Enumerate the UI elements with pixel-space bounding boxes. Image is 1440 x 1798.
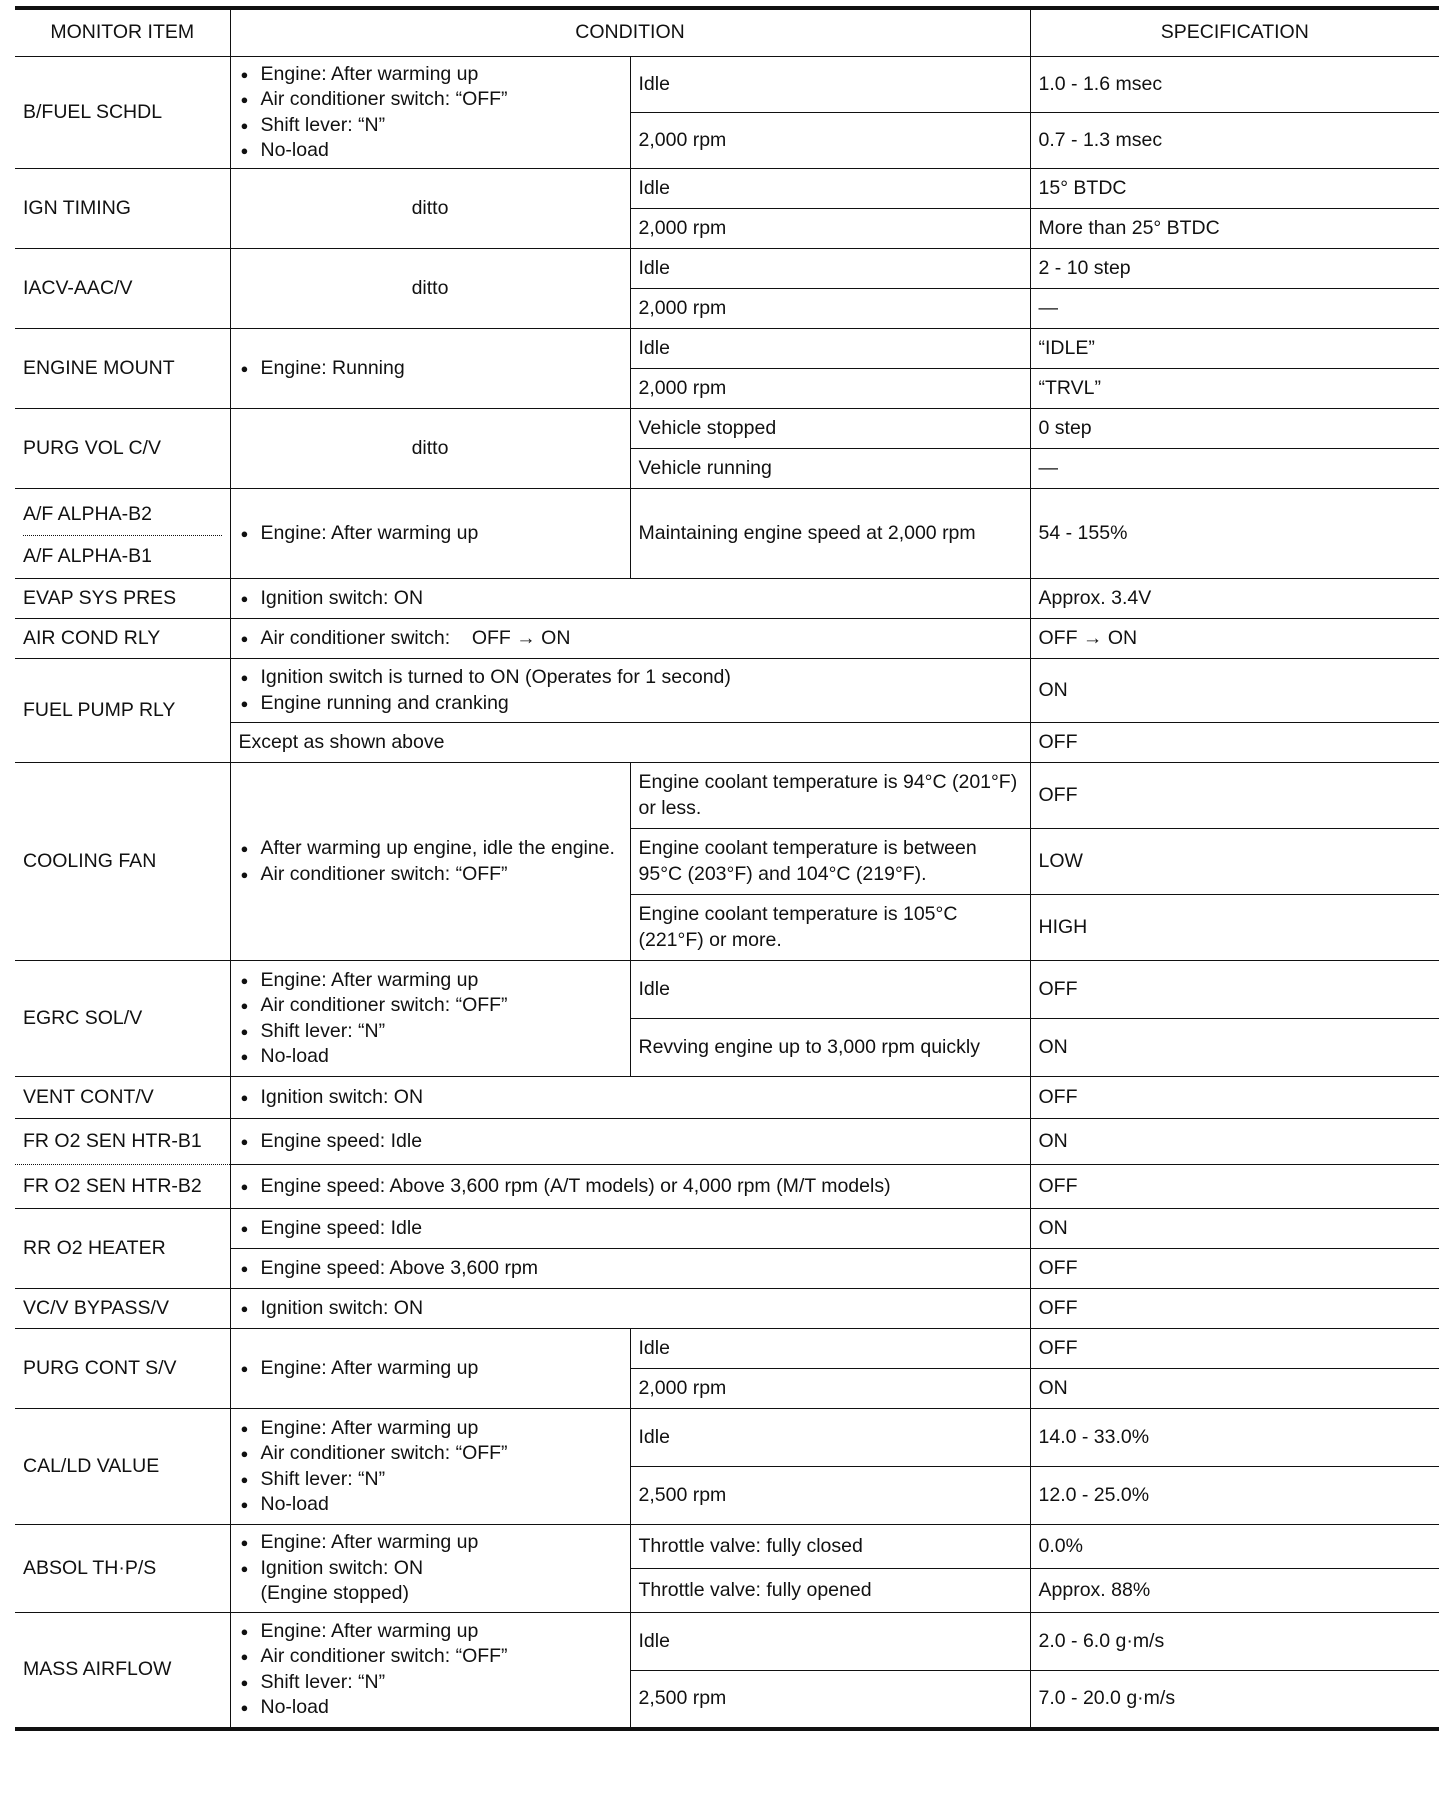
sub-condition: 2,000 rpm (630, 209, 1030, 249)
specification-value: 2 - 10 step (1030, 249, 1439, 289)
condition-cell: ditto (230, 249, 630, 329)
specification-value: 7.0 - 20.0 g·m/s (1030, 1671, 1439, 1729)
condition-bullet: ● Ignition switch: ON (239, 1296, 1022, 1321)
specification-value: OFF (1030, 1249, 1439, 1289)
condition-cell (230, 1119, 1030, 1165)
sub-condition: Idle (630, 1409, 1030, 1467)
condition-bullet: ● Shift lever: “N” (239, 1467, 622, 1492)
condition-cell (230, 1613, 630, 1729)
table-row (15, 169, 1439, 209)
specification-value: 12.0 - 25.0% (1030, 1467, 1439, 1525)
specification-value: 14.0 - 33.0% (1030, 1409, 1439, 1467)
table-row (15, 1613, 1439, 1671)
table-row (15, 659, 1439, 723)
table-row (15, 1119, 1439, 1165)
specification-value: 15° BTDC (1030, 169, 1439, 209)
sub-condition: Idle (630, 329, 1030, 369)
specification-value: 0.0% (1030, 1525, 1439, 1569)
sub-condition: Vehicle stopped (630, 409, 1030, 449)
header-row (15, 8, 1439, 57)
specification-value: OFF (1030, 1165, 1439, 1209)
condition-cell (230, 1077, 1030, 1119)
condition-bullet: ● No-load (239, 1492, 622, 1517)
specification-value: OFF (1030, 1077, 1439, 1119)
condition-cell (230, 1165, 1030, 1209)
condition-bullet: ● Engine: After warming up (239, 1356, 622, 1381)
sub-condition: Idle (630, 1329, 1030, 1369)
condition-bullet: ● Engine: After warming up (239, 1416, 622, 1441)
condition-bullet: ● Engine: After warming up (239, 62, 622, 87)
condition-bullet: ● Engine speed: Idle (239, 1129, 1022, 1154)
monitor-spec-table (15, 6, 1439, 1731)
sub-condition: 2,000 rpm (630, 113, 1030, 169)
table-row (15, 1209, 1439, 1249)
table-row (15, 1289, 1439, 1329)
monitor-item: CAL/LD VALUE (15, 1409, 230, 1525)
sub-condition: Throttle valve: fully opened (630, 1569, 1030, 1613)
sub-condition: Idle (630, 57, 1030, 113)
condition-cell (230, 1409, 630, 1525)
sub-condition: Engine coolant temperature is 105°C (221°F) or more. (630, 895, 1030, 961)
monitor-item: IACV-AAC/V (15, 249, 230, 329)
condition-cell (230, 961, 630, 1077)
monitor-item: IGN TIMING (15, 169, 230, 249)
monitor-item-b2: A/F ALPHA-B2 (23, 502, 222, 536)
condition-bullet: ● After warming up engine, idle the engine. (239, 836, 622, 861)
specification-value: ON (1030, 659, 1439, 723)
sub-condition: 2,000 rpm (630, 1369, 1030, 1409)
table-row (15, 489, 1439, 579)
specification-value: LOW (1030, 829, 1439, 895)
specification-value: ON (1030, 1019, 1439, 1077)
specification-value: 1.0 - 1.6 msec (1030, 57, 1439, 113)
sub-condition: 2,500 rpm (630, 1467, 1030, 1525)
condition-bullet: ● Ignition switch is turned to ON (Operates for 1 second) (239, 665, 1022, 690)
specification-value: ON (1030, 1369, 1439, 1409)
condition-bullet: ● Air conditioner switch: “OFF” (239, 1441, 622, 1466)
condition-bullet: ● Air conditioner switch: “OFF” (239, 862, 622, 887)
condition-bullet: ● Shift lever: “N” (239, 113, 622, 138)
header-specification: SPECIFICATION (1030, 8, 1439, 57)
condition-cell (230, 659, 1030, 723)
monitor-spec-sheet (15, 6, 1439, 1731)
condition-bullet: ● Engine: After warming up (239, 1530, 622, 1555)
sub-condition: Revving engine up to 3,000 rpm quickly (630, 1019, 1030, 1077)
condition-bullet: ● Ignition switch: ON (239, 586, 1022, 611)
condition-bullet: ● Engine running and cranking (239, 691, 1022, 716)
specification-value: “IDLE” (1030, 329, 1439, 369)
monitor-item: COOLING FAN (15, 763, 230, 961)
condition-cell (230, 1525, 630, 1613)
specification-value: OFF (1030, 723, 1439, 763)
condition-cell (230, 489, 630, 579)
monitor-item: ENGINE MOUNT (15, 329, 230, 409)
condition-bullet: ● Ignition switch: ON (239, 1085, 1022, 1110)
specification-value: — (1030, 449, 1439, 489)
condition-bullet: ● Engine: After warming up (239, 521, 622, 546)
specification-value: 2.0 - 6.0 g·m/s (1030, 1613, 1439, 1671)
monitor-item: PURG CONT S/V (15, 1329, 230, 1409)
specification-value: 0.7 - 1.3 msec (1030, 113, 1439, 169)
condition-bullet: ● Ignition switch: ON (239, 1556, 622, 1581)
sub-condition: 2,000 rpm (630, 289, 1030, 329)
condition-cell (230, 619, 1030, 659)
condition-cell (230, 1249, 1030, 1289)
condition-bullet: ● Air conditioner switch: “OFF” (239, 993, 622, 1018)
condition-cell (230, 763, 630, 961)
sub-condition: 2,000 rpm (630, 369, 1030, 409)
monitor-item: EGRC SOL/V (15, 961, 230, 1077)
monitor-item: ABSOL TH·P/S (15, 1525, 230, 1613)
monitor-item: AIR COND RLY (15, 619, 230, 659)
monitor-item (15, 489, 230, 579)
specification-value: OFF (1030, 961, 1439, 1019)
specification-value: OFF (1030, 1289, 1439, 1329)
sub-condition: Idle (630, 249, 1030, 289)
table-row (15, 409, 1439, 449)
specification-value: — (1030, 289, 1439, 329)
condition-cell (230, 1329, 630, 1409)
table-row (15, 619, 1439, 659)
monitor-item: FUEL PUMP RLY (15, 659, 230, 763)
specification-value: ON (1030, 1119, 1439, 1165)
condition-bullet: ● Engine speed: Above 3,600 rpm (239, 1256, 1022, 1281)
sub-condition: Engine coolant temperature is between 95°C (203°F) and 104°C (219°F). (630, 829, 1030, 895)
condition-cell (230, 329, 630, 409)
table-row (15, 329, 1439, 369)
monitor-item: B/FUEL SCHDL (15, 57, 230, 169)
sub-condition: Idle (630, 169, 1030, 209)
specification-value: HIGH (1030, 895, 1439, 961)
condition-bullet: ● Air conditioner switch: OFF → ON (239, 626, 1022, 651)
specification-value: Approx. 3.4V (1030, 579, 1439, 619)
specification-value: ON (1030, 1209, 1439, 1249)
table-row (15, 961, 1439, 1019)
condition-bullet: ● Engine speed: Above 3,600 rpm (A/T models) or 4,000 rpm (M/T models) (239, 1174, 1022, 1199)
condition-bullet: ● Air conditioner switch: “OFF” (239, 87, 622, 112)
specification-value: 0 step (1030, 409, 1439, 449)
sub-condition: Idle (630, 1613, 1030, 1671)
table-row (15, 249, 1439, 289)
sub-condition: Vehicle running (630, 449, 1030, 489)
specification-value: OFF (1030, 1329, 1439, 1369)
monitor-item: VC/V BYPASS/V (15, 1289, 230, 1329)
condition-bullet: ● Air conditioner switch: “OFF” (239, 1644, 622, 1669)
monitor-item: RR O2 HEATER (15, 1209, 230, 1289)
specification-value: Approx. 88% (1030, 1569, 1439, 1613)
monitor-item-b1: A/F ALPHA-B1 (23, 544, 152, 567)
condition-bullet: ● Engine: After warming up (239, 968, 622, 993)
table-row (15, 57, 1439, 113)
condition-note: (Engine stopped) (260, 1582, 410, 1605)
sub-condition: Idle (630, 961, 1030, 1019)
condition-bullet: ● Shift lever: “N” (239, 1019, 622, 1044)
header-condition: CONDITION (230, 8, 1030, 57)
monitor-item: VENT CONT/V (15, 1077, 230, 1119)
header-monitor-item: MONITOR ITEM (15, 8, 230, 57)
sub-condition: Maintaining engine speed at 2,000 rpm (630, 489, 1030, 579)
condition-cell: ditto (230, 169, 630, 249)
table-row (15, 1165, 1439, 1209)
condition-bullet: ● Shift lever: “N” (239, 1670, 622, 1695)
specification-value: OFF (1030, 763, 1439, 829)
condition-bullet: ● No-load (239, 1044, 622, 1069)
table-row (15, 1409, 1439, 1467)
table-row (15, 1329, 1439, 1369)
condition-bullet: ● No-load (239, 138, 622, 163)
condition-cell (230, 57, 630, 169)
sub-condition: Engine coolant temperature is 94°C (201°F) or less. (630, 763, 1030, 829)
condition-bullet: ● No-load (239, 1695, 622, 1720)
specification-value: OFF → ON (1030, 619, 1439, 659)
specification-value: 54 - 155% (1030, 489, 1439, 579)
condition-cell: ditto (230, 409, 630, 489)
table-row (15, 763, 1439, 829)
monitor-item: EVAP SYS PRES (15, 579, 230, 619)
condition-cell (230, 579, 1030, 619)
condition-bullet: ● Engine: Running (239, 356, 622, 381)
condition-cell (230, 1209, 1030, 1249)
monitor-item: MASS AIRFLOW (15, 1613, 230, 1729)
specification-value: “TRVL” (1030, 369, 1439, 409)
specification-value: More than 25° BTDC (1030, 209, 1439, 249)
condition-bullet: ● Engine speed: Idle (239, 1216, 1022, 1241)
table-row (15, 1077, 1439, 1119)
sub-condition: 2,500 rpm (630, 1671, 1030, 1729)
condition-cell (230, 1289, 1030, 1329)
table-row (15, 579, 1439, 619)
table-row (15, 1525, 1439, 1569)
condition-cell: Except as shown above (230, 723, 1030, 763)
monitor-item-b1: FR O2 SEN HTR-B1 (15, 1119, 230, 1165)
monitor-item-b2: FR O2 SEN HTR-B2 (15, 1165, 230, 1209)
condition-bullet: ● Engine: After warming up (239, 1619, 622, 1644)
monitor-item: PURG VOL C/V (15, 409, 230, 489)
sub-condition: Throttle valve: fully closed (630, 1525, 1030, 1569)
